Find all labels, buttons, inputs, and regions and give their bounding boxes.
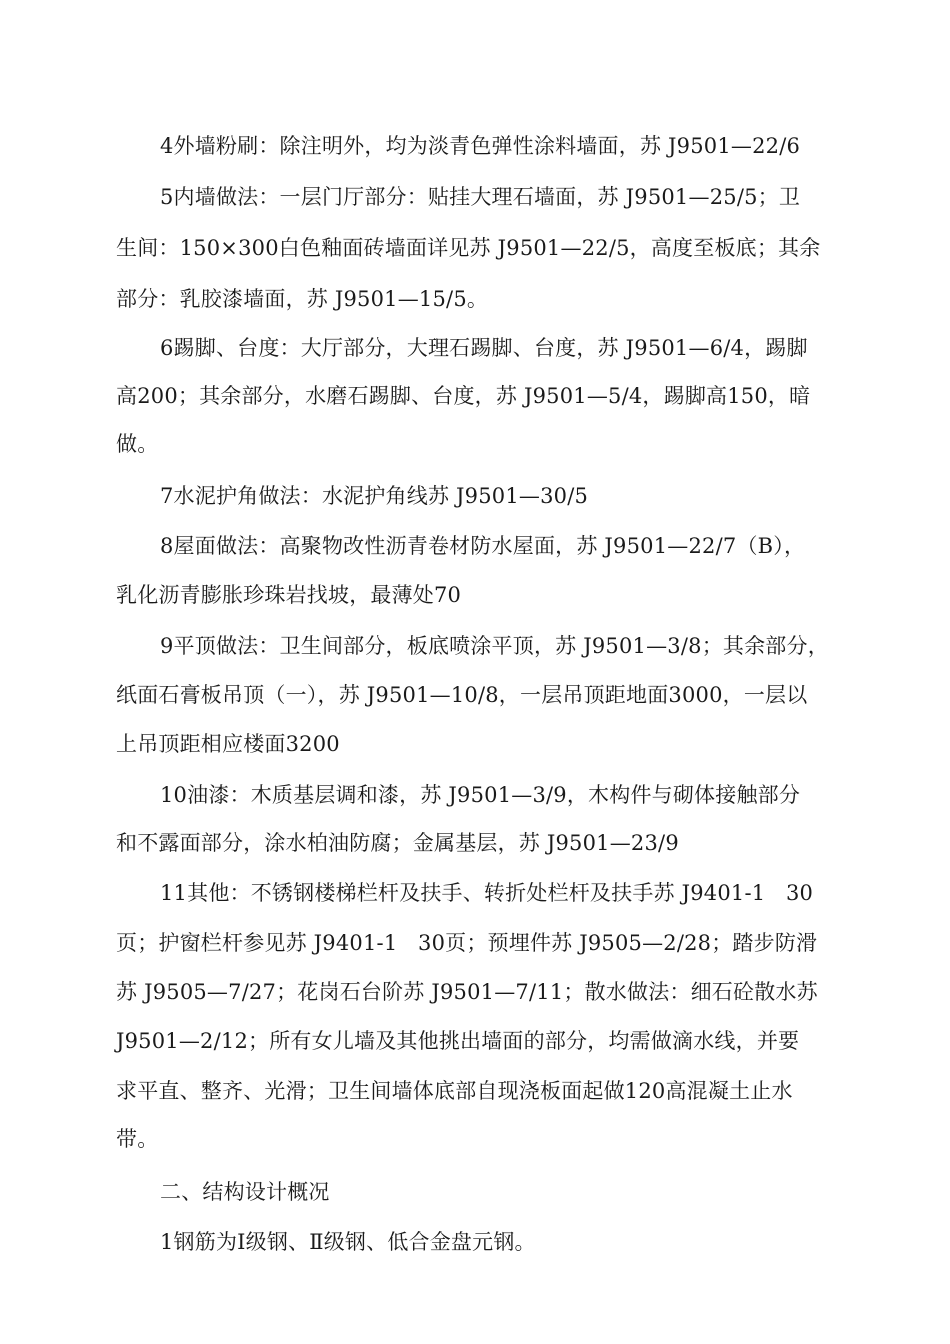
text-line: 高200；其余部分，水磨石踢脚、台度，苏 J9501—5/4，踢脚高150，暗	[116, 384, 811, 408]
text-line: 1钢筋为Ⅰ级钢、Ⅱ级钢、低合金盘元钢。	[160, 1230, 536, 1254]
text-line: 苏 J9505—7/27；花岗石台阶苏 J9501—7/11；散水做法：细石砼散水苏	[116, 980, 818, 1004]
text-line: J9501—2/12；所有女儿墙及其他挑出墙面的部分，均需做滴水线，并要	[116, 1029, 800, 1053]
section-heading: 二、结构设计概况	[160, 1180, 330, 1204]
text-line: 10油漆：木质基层调和漆，苏 J9501—3/9，木构件与砌体接触部分	[160, 783, 801, 807]
text-line: 页；护窗栏杆参见苏 J9401-1 30页；预埋件苏 J9505—2/28；踏步防滑	[116, 931, 818, 955]
text-line: 8屋面做法：高聚物改性沥青卷材防水屋面，苏 J9501—22/7（B），	[160, 534, 806, 558]
text-line: 4外墙粉刷：除注明外，均为淡青色弹性涂料墙面，苏 J9501—22/6	[160, 134, 801, 158]
text-line: 5内墙做法：一层门厅部分：贴挂大理石墙面，苏 J9501—25/5；卫	[160, 185, 801, 209]
text-line: 9平顶做法：卫生间部分，板底喷涂平顶，苏 J9501—3/8；其余部分，	[160, 634, 829, 658]
text-line: 7水泥护角做法：水泥护角线苏 J9501—30/5	[160, 484, 589, 508]
text-line: 纸面石膏板吊顶（一），苏 J9501—10/8，一层吊顶距地面3000，一层以	[116, 683, 808, 707]
text-line: 上吊顶距相应楼面3200	[116, 732, 340, 756]
text-line: 部分：乳胶漆墙面，苏 J9501—15/5。	[116, 287, 489, 311]
text-line: 生间：150×300白色釉面砖墙面详见苏 J9501—22/5，高度至板底；其余	[116, 236, 821, 260]
text-line: 11其他：不锈钢楼梯栏杆及扶手、转折处栏杆及扶手苏 J9401-1 30	[160, 881, 814, 905]
text-line: 做。	[116, 432, 159, 456]
text-line: 和不露面部分，涂水柏油防腐；金属基层，苏 J9501—23/9	[116, 831, 679, 855]
text-line: 求平直、整齐、光滑；卫生间墙体底部自现浇板面起做120高混凝土止水	[116, 1079, 793, 1103]
text-line: 乳化沥青膨胀珍珠岩找坡，最薄处70	[116, 583, 462, 607]
text-line: 6踢脚、台度：大厅部分，大理石踢脚、台度，苏 J9501—6/4，踢脚	[160, 336, 808, 360]
text-line: 带。	[116, 1127, 159, 1151]
